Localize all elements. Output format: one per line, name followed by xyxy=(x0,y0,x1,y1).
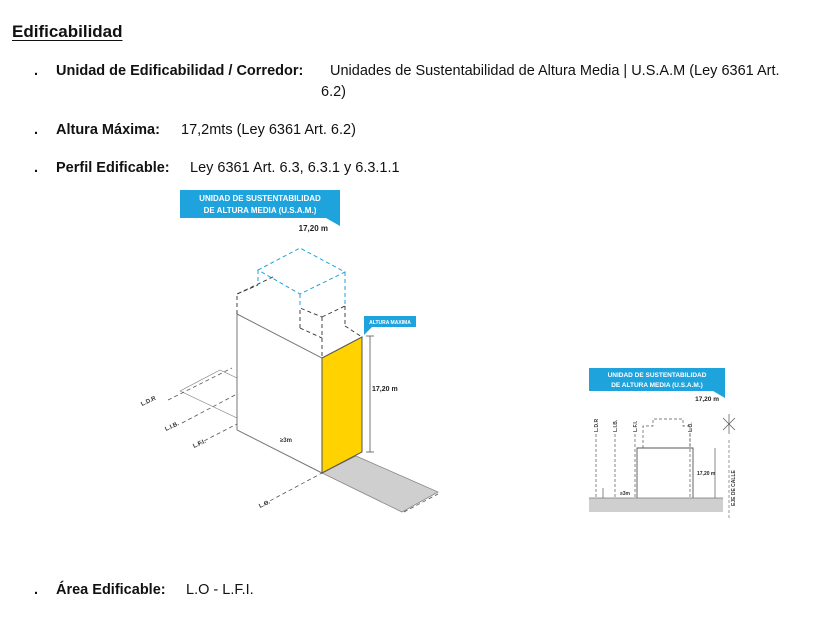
section-lines xyxy=(596,434,690,498)
lo-label: L.O. xyxy=(258,499,272,510)
lo-label-side: L.O. xyxy=(688,422,694,432)
height-label-side: 17,20 m xyxy=(697,471,716,477)
value-area: L.O - L.F.I. xyxy=(186,582,254,598)
lib-label: L.I.B. xyxy=(164,421,181,433)
bullet: . xyxy=(34,122,39,138)
altura-maxima-label: ALTURA MAXIMA xyxy=(369,320,411,326)
label-unidad: Unidad de Edificabilidad / Corredor: xyxy=(56,63,304,79)
section-title: Edificabilidad xyxy=(12,22,123,41)
value-perfil: Ley 6361 Art. 6.3, 6.3.1 y 6.3.1.1 xyxy=(190,160,400,176)
setback-label-side: ≥3m xyxy=(620,491,630,497)
label-perfil: Perfil Edificable: xyxy=(56,160,170,176)
value-altura: 17,2mts (Ley 6361 Art. 6.2) xyxy=(181,122,356,138)
section-upper-profile xyxy=(643,419,690,448)
bullet: . xyxy=(34,582,39,598)
value-unidad-line1: Unidades de Sustentabilidad de Altura Media | U.S.A.M (Ley 6361 Art. xyxy=(330,63,780,79)
lfi-label: L.F.I. xyxy=(192,438,207,450)
height-caption-side: 17,20 m xyxy=(695,396,719,403)
tree-icon xyxy=(723,414,735,434)
building-side-face xyxy=(237,314,322,473)
height-caption: 17,20 m xyxy=(298,224,328,233)
building-front-face xyxy=(322,337,362,473)
label-area: Área Edificable: xyxy=(56,582,166,598)
usam-tag-side-line1: UNIDAD DE SUSTENTABILIDAD xyxy=(607,372,707,379)
usam-tag-side-line2: DE ALTURA MEDIA (U.S.A.M.) xyxy=(611,382,703,389)
usam-tag-line2: DE ALTURA MEDIA (U.S.A.M.) xyxy=(203,206,317,215)
bullet: . xyxy=(34,160,39,176)
altura-maxima-tag-tail xyxy=(364,327,372,335)
section-ground xyxy=(589,498,723,512)
usam-tag-line1: UNIDAD DE SUSTENTABILIDAD xyxy=(199,194,321,203)
lib-label-side: L.I.B. xyxy=(613,419,619,432)
ground-plot-outline xyxy=(180,370,237,418)
height-label: 17,20 m xyxy=(372,386,398,393)
value-unidad-line2: 6.2) xyxy=(321,84,346,100)
section-building xyxy=(637,448,693,498)
ldr-label-side: L.D.R xyxy=(594,418,600,432)
eje-calle-label: EJE DE CALLE xyxy=(731,470,737,506)
label-altura: Altura Máxima: xyxy=(56,122,160,138)
bullet: . xyxy=(34,63,39,79)
isometric-diagram xyxy=(140,186,450,526)
ldr-label: L.D.R xyxy=(140,395,158,408)
usam-tag-tail xyxy=(326,218,340,226)
section-diagram xyxy=(585,366,745,521)
lfi-label-side: L.F.I. xyxy=(633,420,639,432)
setback-label: ≥3m xyxy=(280,438,292,444)
